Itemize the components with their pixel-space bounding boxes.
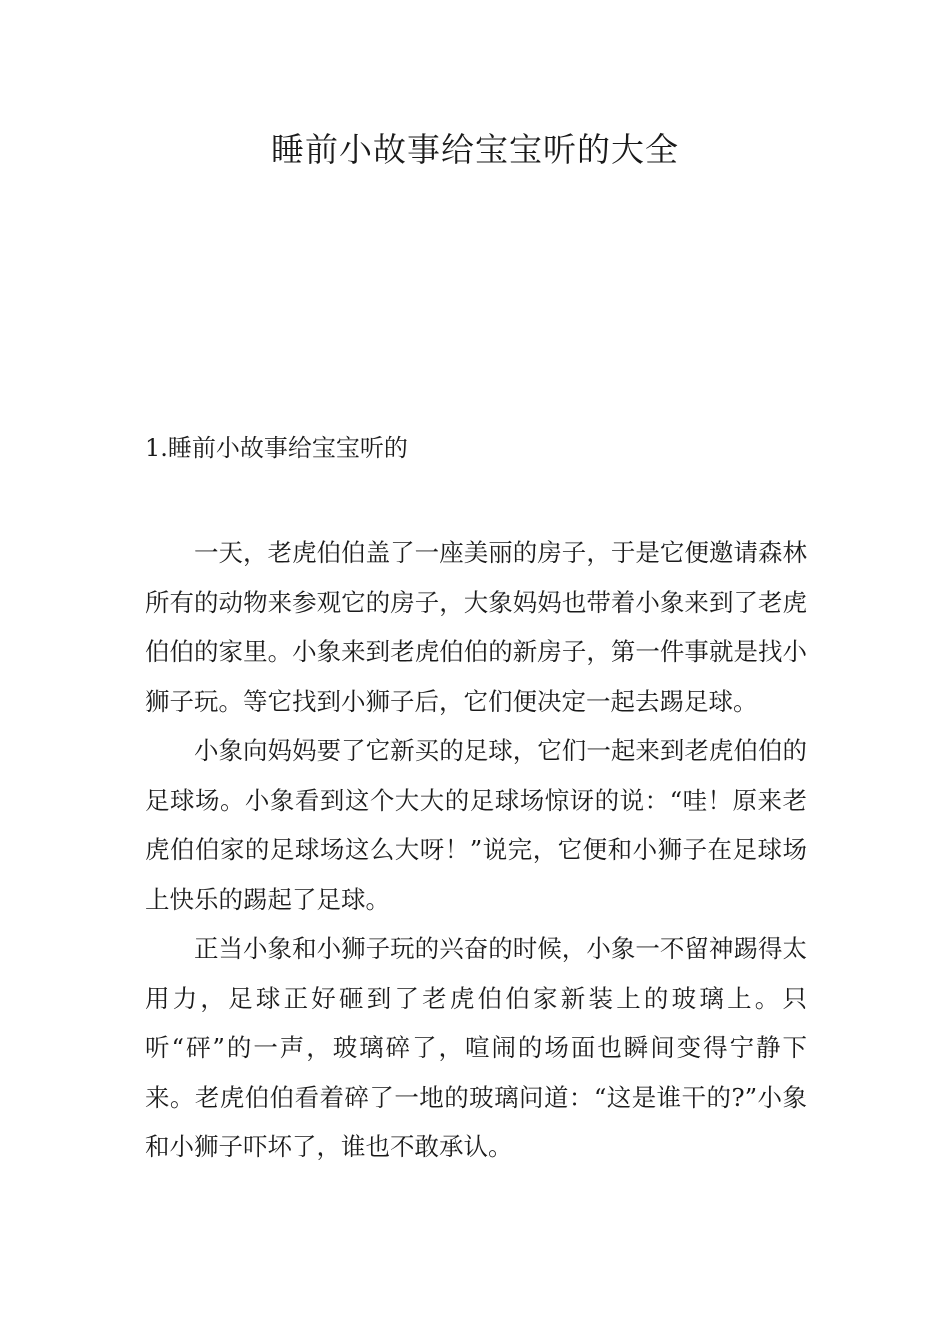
section-heading: 1.睡前小故事给宝宝听的 (145, 434, 408, 462)
story-body (145, 528, 807, 1172)
paragraph-3: 正当小象和小狮子玩的兴奋的时候，小象一不留神踢得太用力，足球正好砸到了老虎伯伯家新装上的玻璃上。只听“砰”的一声，玻璃碎了，喧闹的场面也瞬间变得宁静下来。老虎伯伯看着碎了一地的玻璃问道：“这是谁干的?”小象和小狮子吓坏了，谁也不敢承认。 (145, 934, 807, 1161)
paragraph-1: 一天，老虎伯伯盖了一座美丽的房子，于是它便邀请森林所有的动物来参观它的房子，大象妈妈也带着小象来到了老虎伯伯的家里。小象来到老虎伯伯的新房子，第一件事就是找小狮子玩。等它找到小狮子后，它们便决定一起去踢足球。 (145, 538, 807, 716)
paragraph-2: 小象向妈妈要了它新买的足球，它们一起来到老虎伯伯的足球场。小象看到这个大大的足球场惊讶的说：“哇！原来老虎伯伯家的足球场这么大呀！”说完，它便和小狮子在足球场上快乐的踢起了足球。 (145, 736, 807, 914)
document-title: 睡前小故事给宝宝听的大全 (271, 130, 679, 169)
